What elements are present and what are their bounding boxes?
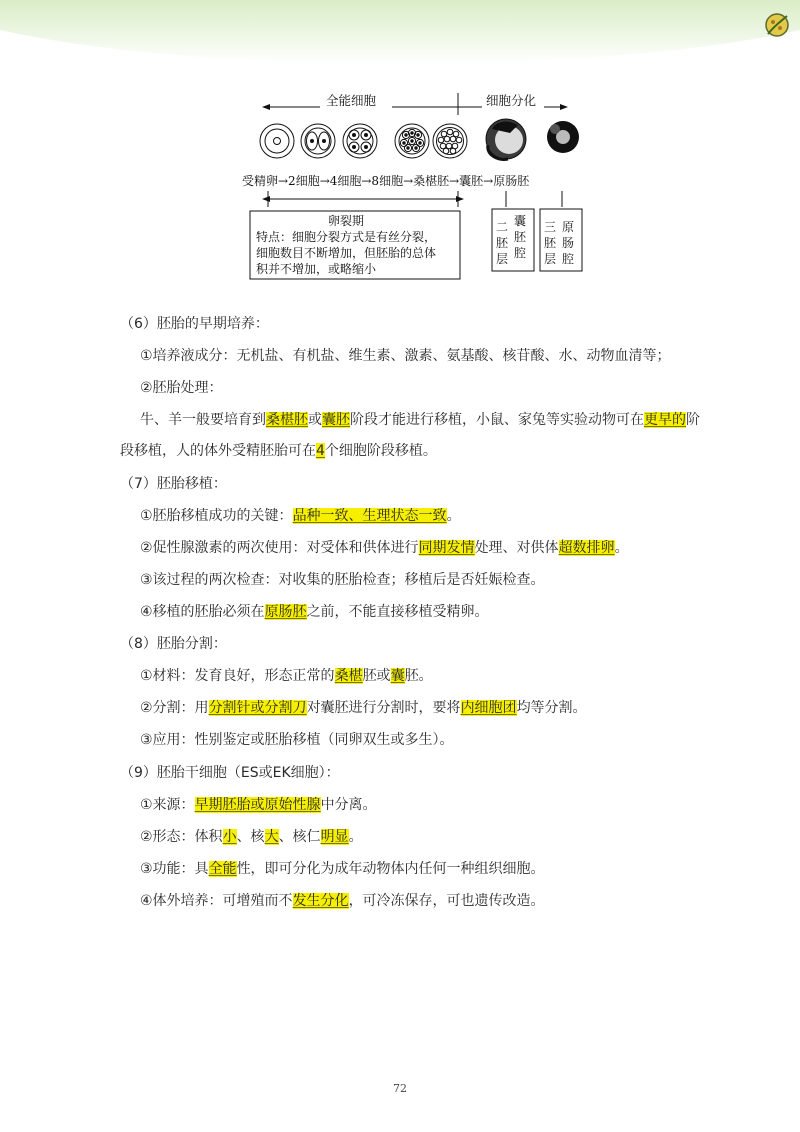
two-cell-stage	[301, 124, 335, 158]
s7-item-1: ①胚胎移植成功的关键：品种一致、生理状态一致。	[140, 508, 461, 524]
section-8-heading: （8）胚胎分割：	[120, 636, 227, 652]
s6-item-1: ①培养液成分：无机盐、有机盐、维生素、激素、氨基酸、核苷酸、水、动物血清等；	[140, 348, 671, 364]
s9-item-4: ④体外培养：可增殖而不发生分化，可冷冻保存，可也遗传改造。	[140, 893, 545, 909]
s7-item-3: ③该过程的两次检查：对收集的胚胎检查；移植后是否妊娠检查。	[140, 572, 545, 588]
highlight: 桑椹胚	[266, 412, 308, 428]
totipotent-label: 全能细胞	[326, 93, 377, 108]
svg-text:腔: 腔	[562, 252, 575, 266]
highlight: 内细胞团	[460, 700, 517, 716]
highlight: 小	[222, 829, 237, 845]
svg-text:胚: 胚	[544, 236, 557, 250]
highlight: 同期发情	[418, 540, 475, 556]
s6-paragraph-line-2: 段移植，人的体外受精胚胎可在4个细胞阶段移植。	[120, 443, 437, 459]
s8-item-3: ③应用：性别鉴定或胚胎移植（同卵双生或多生）。	[140, 732, 454, 748]
s8-item-1: ①材料：发育良好，形态正常的桑椹胚或囊胚。	[140, 668, 433, 684]
s9-item-1: ①来源：早期胚胎或原始性腺中分离。	[140, 797, 377, 813]
blasto-col-1-char3: 层	[496, 252, 509, 266]
four-cell-stage	[343, 124, 377, 158]
highlight: 明显	[320, 829, 349, 845]
svg-text:肠: 肠	[562, 236, 575, 250]
differentiation-label: 细胞分化	[486, 93, 537, 108]
blasto-col-2-char1: 囊	[514, 214, 527, 228]
highlight: 全能	[208, 861, 237, 877]
morula-stage	[433, 124, 467, 158]
blasto-col-1-char2: 胚	[496, 236, 509, 250]
zygote-cell	[260, 124, 294, 158]
gastrula-stage	[547, 121, 579, 153]
leaf-badge-icon	[760, 8, 794, 42]
feature-line-3: 积并不增加，或略缩小	[256, 262, 377, 276]
highlight: 囊	[390, 668, 405, 684]
svg-text:三: 三	[544, 220, 557, 234]
blasto-col-1-char1: 二	[496, 220, 509, 234]
cleavage-title: 卵裂期	[328, 214, 365, 228]
highlight: 品种一致、生理状态一致	[292, 508, 447, 524]
stages-line: 受精卵→2细胞→4细胞→8细胞→桑椹胚→囊胚→原肠胚	[242, 174, 530, 188]
blasto-col-2-char2: 胚	[514, 230, 527, 244]
feature-line-1: 特点：细胞分裂方式是有丝分裂，	[256, 230, 437, 244]
blasto-col-2-char3: 腔	[514, 246, 527, 260]
blastocyst-stage	[486, 119, 526, 159]
s7-item-2: ②促性腺激素的两次使用：对受体和供体进行同期发情处理、对供体超数排卵。	[140, 540, 629, 556]
highlight: 囊胚	[322, 412, 350, 428]
s9-item-3: ③功能：具全能性，即可分化为成年动物体内任何一种组织细胞。	[140, 861, 545, 877]
highlight: 超数排卵	[558, 540, 615, 556]
highlight: 桑椹	[334, 668, 363, 684]
highlight: 更早的	[644, 412, 686, 428]
gastrula-labels	[544, 220, 574, 266]
s7-item-4: ④移植的胚胎必须在原肠胚之前，不能直接移植受精卵。	[140, 604, 489, 620]
s9-item-2: ②形态：体积小、核大、核仁明显。	[140, 829, 363, 845]
highlight: 早期胚胎或原始性腺	[194, 797, 321, 813]
section-6-heading: （6）胚胎的早期培养：	[120, 316, 269, 332]
highlight: 4	[316, 443, 325, 459]
svg-text:层: 层	[544, 252, 557, 266]
feature-line-2: 细胞数目不断增加，但胚胎的总体	[256, 246, 437, 260]
section-9-heading: （9）胚胎干细胞（ES或EK细胞）：	[120, 765, 340, 781]
s6-item-2: ②胚胎处理：	[140, 380, 223, 396]
blastocyst-labels	[496, 213, 527, 266]
embryo-development-diagram	[240, 85, 590, 285]
header-decoration	[0, 0, 800, 95]
page-number: 72	[393, 1082, 407, 1095]
highlight: 原肠胚	[264, 604, 307, 620]
section-7-heading: （7）胚胎移植：	[120, 476, 227, 492]
highlight: 发生分化	[292, 893, 349, 909]
s8-item-2: ②分割：用分割针或分割刀对囊胚进行分割时，要将内细胞团均等分割。	[140, 700, 587, 716]
highlight: 大	[264, 829, 279, 845]
eight-cell-stage	[395, 124, 429, 158]
highlight: 分割针或分割刀	[208, 700, 307, 716]
svg-text:原: 原	[562, 220, 575, 234]
s6-paragraph-line-1: 牛、羊一般要培育到桑椹胚或囊胚阶段才能进行移植，小鼠、家兔等实验动物可在更早的阶	[140, 412, 700, 428]
